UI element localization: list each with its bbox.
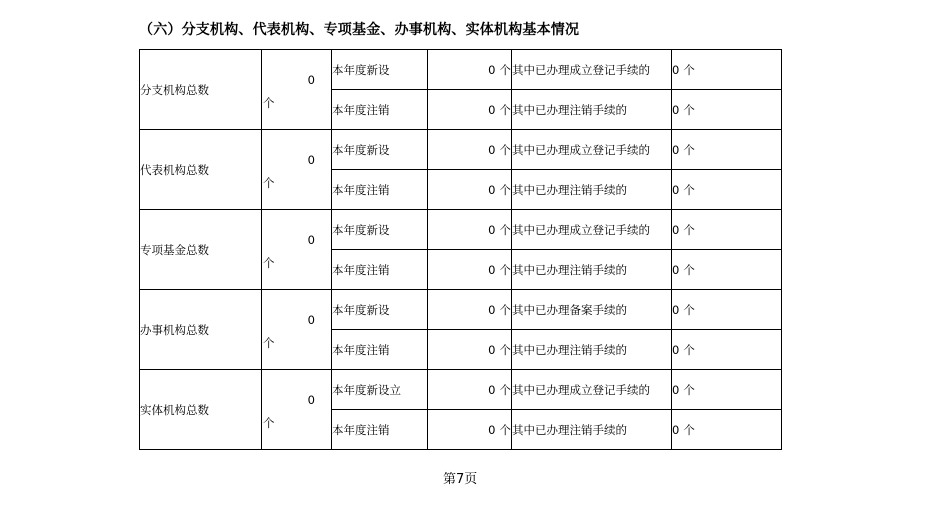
procedure-count-value: 0 <box>672 262 680 277</box>
institution-type-label: 专项基金总数 <box>140 210 262 290</box>
action-count-unit: 个 <box>499 102 511 117</box>
page-number: 第7页 <box>443 472 478 487</box>
action-count-cell <box>428 330 512 370</box>
institution-total-cell <box>262 130 332 210</box>
institution-type-label: 实体机构总数 <box>140 370 262 450</box>
procedure-label: 其中已办理成立登记手续的 <box>512 370 672 410</box>
institution-total-value: 0 <box>307 313 315 327</box>
institution-total-value: 0 <box>307 73 315 87</box>
table-row <box>140 130 782 170</box>
procedure-count-unit: 个 <box>683 342 695 357</box>
action-count-unit: 个 <box>499 182 511 197</box>
procedure-count-value: 0 <box>672 142 680 157</box>
action-label: 本年度新设 <box>332 130 428 170</box>
action-count-value: 0 <box>488 142 496 157</box>
action-count-value: 0 <box>488 342 496 357</box>
action-label: 本年度注销 <box>332 330 428 370</box>
action-count-cell <box>428 250 512 290</box>
institution-total-unit: 个 <box>263 96 275 110</box>
procedure-count-cell <box>672 210 782 250</box>
procedure-label: 其中已办理注销手续的 <box>512 90 672 130</box>
institution-total-unit: 个 <box>263 336 275 350</box>
action-count-cell <box>428 370 512 410</box>
procedure-count-unit: 个 <box>683 222 695 237</box>
action-label: 本年度新设 <box>332 50 428 90</box>
action-count-value: 0 <box>488 222 496 237</box>
action-count-cell <box>428 170 512 210</box>
procedure-count-unit: 个 <box>683 142 695 157</box>
action-count-value: 0 <box>488 62 496 77</box>
procedure-label: 其中已办理注销手续的 <box>512 170 672 210</box>
procedure-count-cell <box>672 170 782 210</box>
procedure-count-cell <box>672 130 782 170</box>
procedure-count-value: 0 <box>672 182 680 197</box>
action-label: 本年度新设 <box>332 210 428 250</box>
action-label: 本年度新设 <box>332 290 428 330</box>
institution-total-cell <box>262 210 332 290</box>
action-label: 本年度新设立 <box>332 370 428 410</box>
institution-total-value: 0 <box>307 153 315 167</box>
action-count-cell <box>428 130 512 170</box>
action-count-cell <box>428 50 512 90</box>
action-count-cell <box>428 410 512 450</box>
action-count-value: 0 <box>488 262 496 277</box>
procedure-count-value: 0 <box>672 342 680 357</box>
procedure-count-unit: 个 <box>683 302 695 317</box>
procedure-label: 其中已办理成立登记手续的 <box>512 50 672 90</box>
action-count-value: 0 <box>488 422 496 437</box>
procedure-count-cell <box>672 250 782 290</box>
institution-total-value: 0 <box>307 393 315 407</box>
action-label: 本年度注销 <box>332 90 428 130</box>
institution-total-value: 0 <box>307 233 315 247</box>
action-count-unit: 个 <box>499 382 511 397</box>
procedure-label: 其中已办理注销手续的 <box>512 410 672 450</box>
action-count-unit: 个 <box>499 62 511 77</box>
table-row <box>140 290 782 330</box>
procedure-count-cell <box>672 90 782 130</box>
action-count-unit: 个 <box>499 422 511 437</box>
procedure-count-cell <box>672 370 782 410</box>
action-label: 本年度注销 <box>332 170 428 210</box>
section-heading: （六）分支机构、代表机构、专项基金、办事机构、实体机构基本情况 <box>139 22 580 38</box>
action-count-unit: 个 <box>499 142 511 157</box>
institution-total-unit: 个 <box>263 176 275 190</box>
institution-total-unit: 个 <box>263 416 275 430</box>
procedure-label: 其中已办理注销手续的 <box>512 330 672 370</box>
procedure-count-value: 0 <box>672 382 680 397</box>
procedure-label: 其中已办理成立登记手续的 <box>512 130 672 170</box>
action-count-value: 0 <box>488 382 496 397</box>
procedure-count-value: 0 <box>672 62 680 77</box>
table-row <box>140 50 782 90</box>
action-count-unit: 个 <box>499 342 511 357</box>
institution-total-cell <box>262 370 332 450</box>
action-count-cell <box>428 90 512 130</box>
action-count-unit: 个 <box>499 262 511 277</box>
procedure-count-unit: 个 <box>683 102 695 117</box>
action-count-value: 0 <box>488 302 496 317</box>
institution-total-cell <box>262 290 332 370</box>
procedure-count-cell <box>672 290 782 330</box>
procedure-count-unit: 个 <box>683 62 695 77</box>
institution-type-label: 代表机构总数 <box>140 130 262 210</box>
action-count-cell <box>428 290 512 330</box>
procedure-count-value: 0 <box>672 422 680 437</box>
procedure-count-value: 0 <box>672 302 680 317</box>
action-label: 本年度注销 <box>332 250 428 290</box>
institution-type-label: 办事机构总数 <box>140 290 262 370</box>
action-count-unit: 个 <box>499 302 511 317</box>
action-count-value: 0 <box>488 102 496 117</box>
institution-total-unit: 个 <box>263 256 275 270</box>
action-count-value: 0 <box>488 182 496 197</box>
procedure-label: 其中已办理备案手续的 <box>512 290 672 330</box>
institution-total-cell <box>262 50 332 130</box>
table-row <box>140 210 782 250</box>
procedure-count-unit: 个 <box>683 182 695 197</box>
procedure-count-value: 0 <box>672 222 680 237</box>
action-label: 本年度注销 <box>332 410 428 450</box>
procedure-count-cell <box>672 50 782 90</box>
procedure-count-unit: 个 <box>683 262 695 277</box>
table-row <box>140 370 782 410</box>
procedure-count-cell <box>672 410 782 450</box>
action-count-unit: 个 <box>499 222 511 237</box>
procedure-count-value: 0 <box>672 102 680 117</box>
institution-type-label: 分支机构总数 <box>140 50 262 130</box>
action-count-cell <box>428 210 512 250</box>
institutions-table <box>139 49 782 450</box>
procedure-label: 其中已办理注销手续的 <box>512 250 672 290</box>
procedure-count-cell <box>672 330 782 370</box>
procedure-count-unit: 个 <box>683 382 695 397</box>
procedure-count-unit: 个 <box>683 422 695 437</box>
procedure-label: 其中已办理成立登记手续的 <box>512 210 672 250</box>
